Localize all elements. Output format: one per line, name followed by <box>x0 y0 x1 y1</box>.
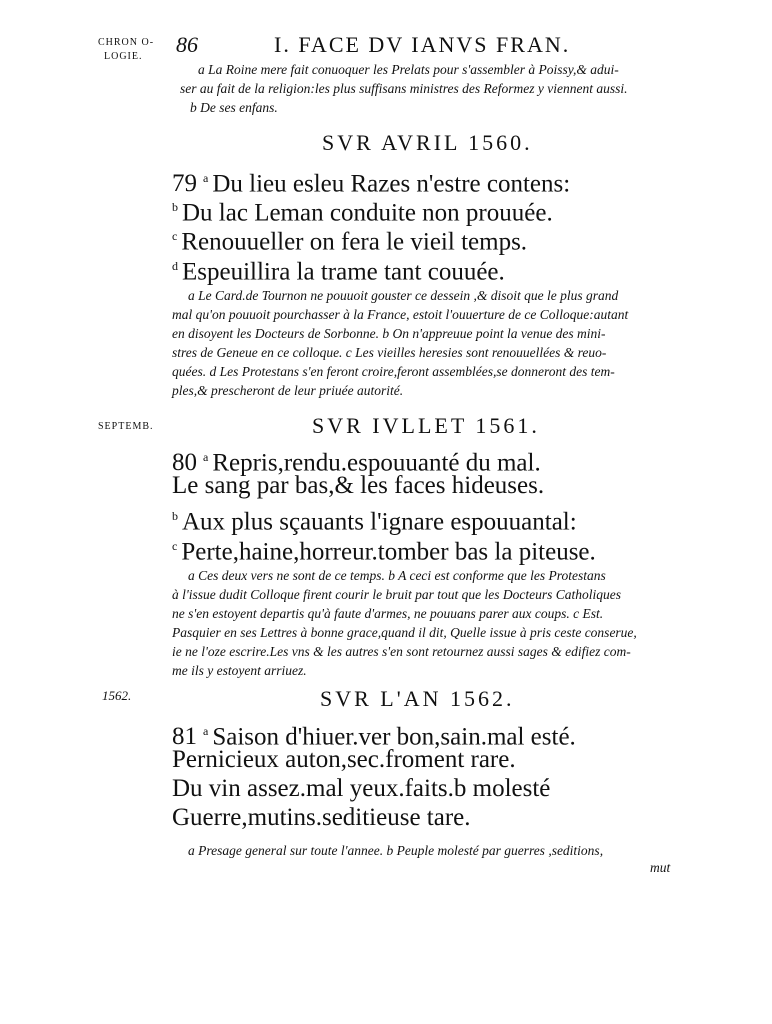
verse-text: Du lieu esleu Razes n'estre contens: <box>212 170 571 198</box>
note-mark: a <box>203 171 209 185</box>
footnote-line: a Le Card.de Tournon ne pouuoit gouster ce dessein ,& disoit que le plus grand <box>188 288 619 303</box>
verse-line <box>172 531 596 567</box>
verse-line <box>172 803 471 833</box>
note-mark: a <box>203 450 209 464</box>
catchword: mut <box>650 860 671 875</box>
verse-text: Le sang par bas,& les faces hideuses. <box>172 472 545 499</box>
section-heading: SVR IVLLET 1561. <box>312 413 540 438</box>
verse-text: Renouueller on fera le vieil temps. <box>181 228 528 256</box>
footnote-line: quées. d Les Protestans s'en feront croire,feront assemblées,se donneront des tem- <box>172 364 615 379</box>
section-heading: SVR AVRIL 1560. <box>322 130 533 155</box>
note-mark: a <box>203 724 209 738</box>
verse-text: Saison d'hiuer.ver bon,sain.mal esté. <box>212 723 576 751</box>
verse-text: Du lac Leman conduite non prouuée. <box>182 199 553 227</box>
margin-note-1562: 1562. <box>102 688 132 703</box>
footnote-line: me ils y estoyent arriuez. <box>172 663 307 678</box>
note-mark: c <box>172 229 178 243</box>
intro-note-line: b De ses enfans. <box>190 100 278 115</box>
verse-line <box>172 745 516 775</box>
note-mark: b <box>172 509 178 523</box>
footnote-line: ples,& prescheront de leur priuée autorité. <box>172 383 404 398</box>
footnote-line: à l'issue dudit Colloque firent courir le bruit par tout que les Docteurs Catholiques <box>172 587 621 602</box>
verse-line <box>172 251 505 287</box>
note-mark: c <box>172 539 178 553</box>
footnote-line: ie ne l'oze escrire.Les vns & les autres s'en sont retournez aussi sages & edifiez com- <box>172 644 631 659</box>
verse-number: 79 <box>172 170 197 198</box>
footnote-line: a Ces deux vers ne sont de ce temps. b A ceci est conforme que les Protestans <box>188 568 606 583</box>
verse-line <box>172 471 544 501</box>
verse-text: Aux plus sçauants l'ignare espouuantal: <box>182 508 577 536</box>
verse-text: Pernicieux auton,sec.froment rare. <box>172 746 516 773</box>
verse-text: Espeuillira la trame tant couuée. <box>182 258 505 286</box>
note-mark: b <box>172 200 178 214</box>
verse-number: 80 <box>172 449 197 477</box>
intro-note-line: a La Roine mere fait conuoquer les Prelats pour s'assembler à Poissy,& adui- <box>198 62 619 77</box>
footnote-line: mal qu'on pouuoit pourchasser à la France, estoit l'ouuerture de ce Colloque:autant <box>172 307 629 322</box>
page-number: 86 <box>176 32 198 57</box>
verse-number: 81 <box>172 723 197 751</box>
margin-note-line: LOGIE. <box>104 51 143 62</box>
margin-note-septemb: SEPTEMB. <box>98 421 154 432</box>
verse-text: Repris,rendu.espouuanté du mal. <box>212 449 541 477</box>
section-heading: SVR L'AN 1562. <box>320 686 515 711</box>
footnote-line: stres de Geneue en ce colloque. c Les vieilles heresies sont renouuellées & reuo- <box>172 345 607 360</box>
footnote-line: en disoyent les Docteurs de Sorbonne. b On n'appreuue point la venue des mini- <box>172 326 606 341</box>
verse-text: Perte,haine,horreur.tomber bas la piteuse. <box>181 538 596 566</box>
running-title: I. FACE DV IANVS FRAN. <box>274 32 571 57</box>
verse-text: Guerre,mutins.seditieuse tare. <box>172 804 471 831</box>
verse-line <box>172 774 550 804</box>
footnote-line: Pasquier en ses Lettres à bonne grace,quand il dit, Quelle issue à pris ceste conserue, <box>172 625 637 640</box>
margin-note-line: CHRON O- <box>98 37 155 48</box>
verse-text: Du vin assez.mal yeux.faits.b molesté <box>172 775 551 802</box>
footnote-line: ne s'en estoyent departis qu'à faute d'armes, ne pouuans parer aux coups. c Est. <box>172 606 604 621</box>
margin-note-chronologie <box>98 36 154 64</box>
note-mark: d <box>172 259 178 273</box>
intro-note-line: ser au fait de la religion:les plus suffisans ministres des Reformez y viennent aussi. <box>180 81 628 96</box>
footnote-line: a Presage general sur toute l'annee. b Peuple molesté par guerres ,seditions, <box>188 843 604 858</box>
